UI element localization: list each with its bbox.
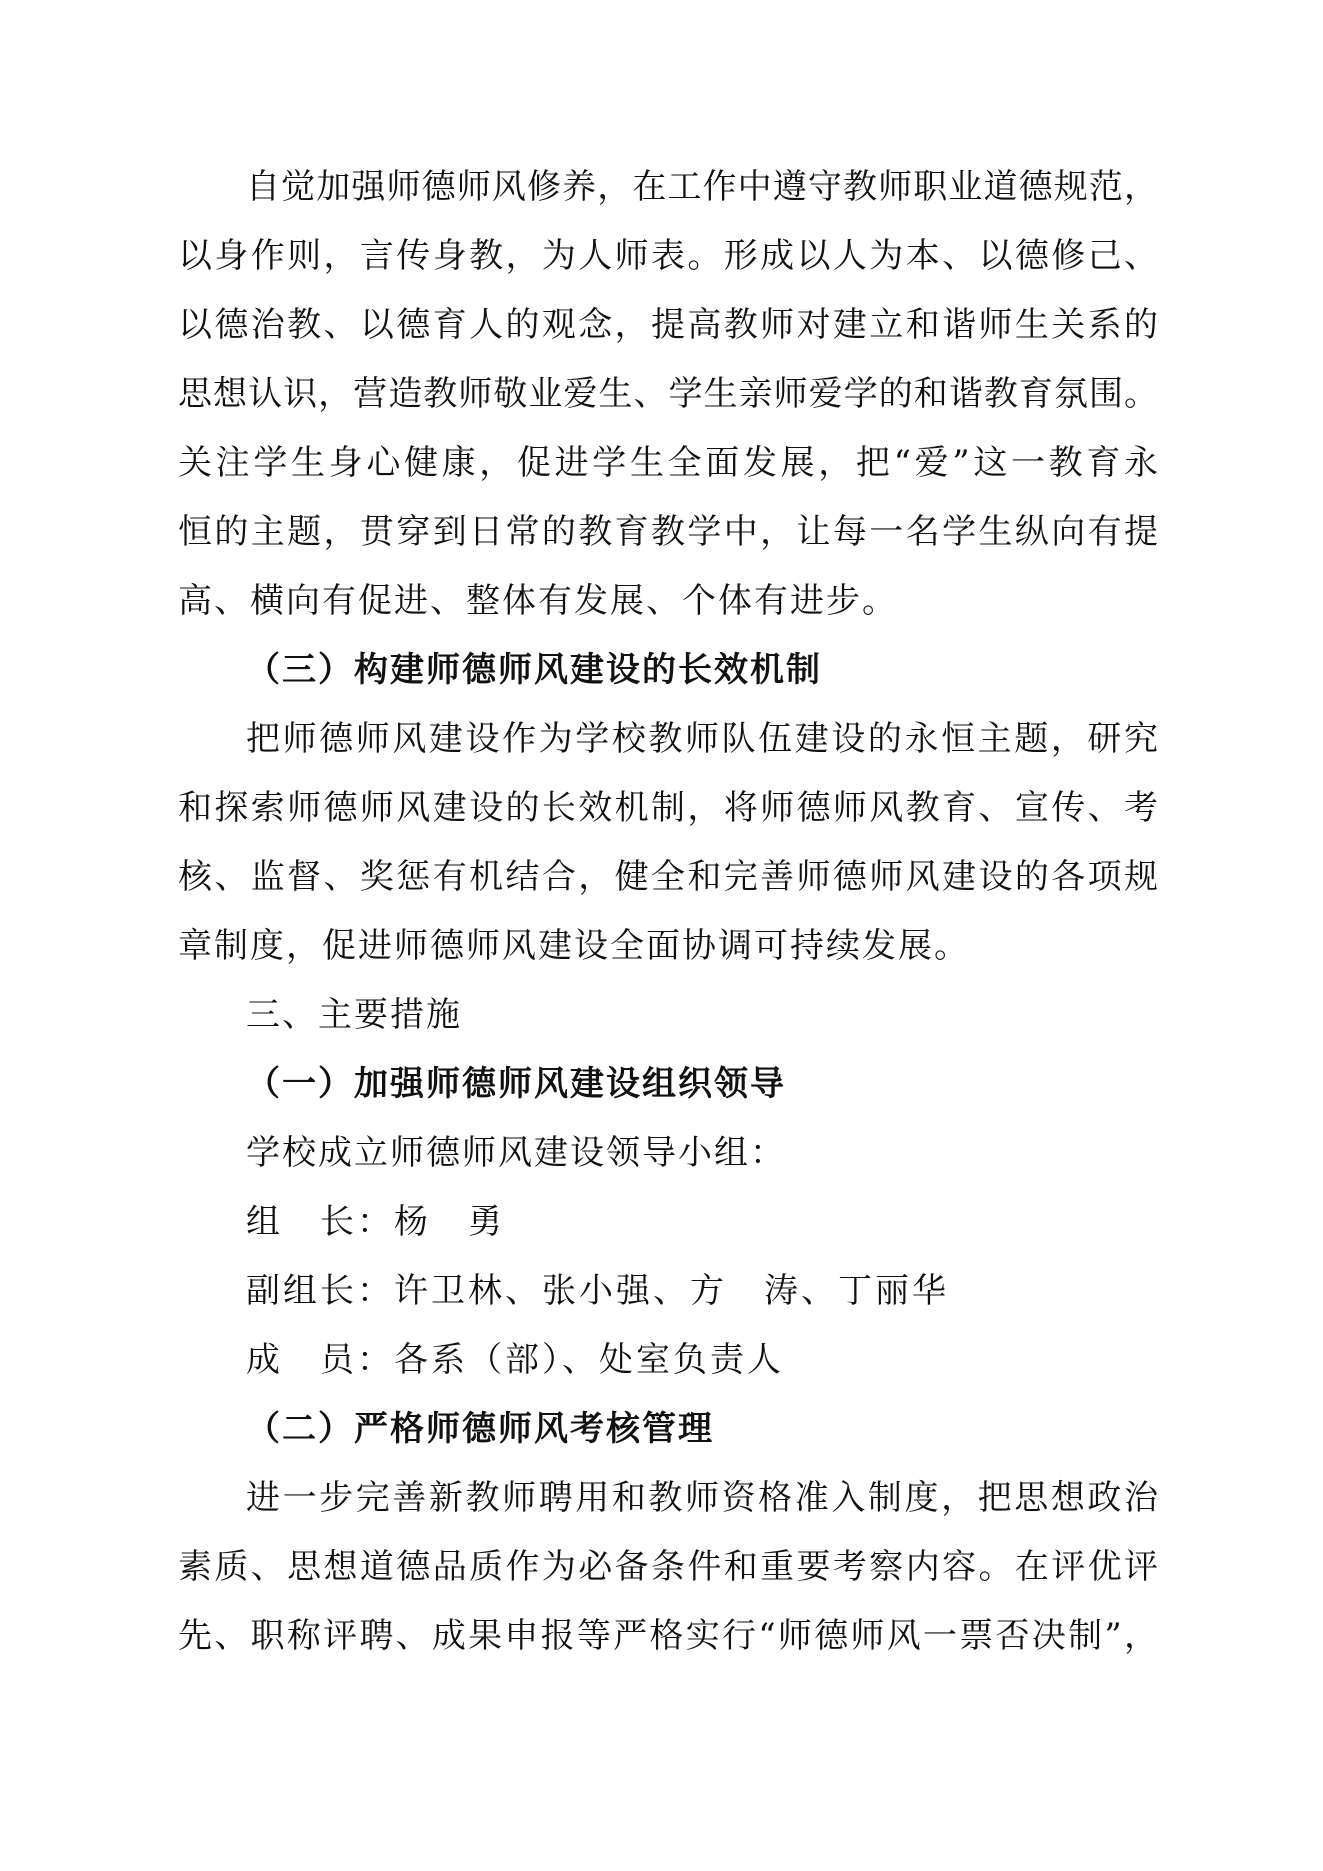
paragraph-line: 和探索师德师风建设的长效机制，将师德师风教育、宣传、考 xyxy=(178,788,1158,828)
leadership-intro: 学校成立师德师风建设领导小组： xyxy=(246,1133,786,1173)
paragraph-line: 章制度，促进师德师风建设全面协调可持续发展。 xyxy=(178,926,970,966)
paragraph-line: 思想认识，营造教师敬业爱生、学生亲师爱学的和谐教育氛围。 xyxy=(178,374,1158,414)
paragraph-line: 先、职称评聘、成果申报等严格实行“师德师风一票否决制”， xyxy=(178,1616,1158,1656)
subheading: （三）构建师德师风建设的长效机制 xyxy=(246,650,822,690)
paragraph-line: 自觉加强师德师风修养，在工作中遵守教师职业道德规范， xyxy=(246,167,1158,207)
members-line: 成 员：各系（部）、处室负责人 xyxy=(246,1340,784,1380)
paragraph-line: 以德治教、以德育人的观念，提高教师对建立和谐师生关系的 xyxy=(178,305,1158,345)
paragraph-line: 进一步完善新教师聘用和教师资格准入制度，把思想政治 xyxy=(246,1478,1158,1518)
paragraph-line: 以身作则，言传身教，为人师表。形成以人为本、以德修己、 xyxy=(178,236,1158,276)
paragraph-line: 关注学生身心健康，促进学生全面发展，把“爱”这一教育永 xyxy=(178,443,1158,483)
leader-line: 组 长：杨 勇 xyxy=(246,1202,505,1242)
paragraph-line: 恒的主题，贯穿到日常的教育教学中，让每一名学生纵向有提 xyxy=(178,512,1158,552)
paragraph-line: 高、横向有促进、整体有发展、个体有进步。 xyxy=(178,581,898,621)
subheading: （二）严格师德师风考核管理 xyxy=(246,1409,714,1449)
deputy-leader-line: 副组长：许卫林、张小强、方 涛、丁丽华 xyxy=(246,1271,949,1311)
subheading: （一）加强师德师风建设组织领导 xyxy=(246,1064,786,1104)
section-heading: 三、主要措施 xyxy=(246,995,462,1035)
paragraph-line: 把师德师风建设作为学校教师队伍建设的永恒主题，研究 xyxy=(246,719,1158,759)
paragraph-line: 素质、思想道德品质作为必备条件和重要考察内容。在评优评 xyxy=(178,1547,1158,1587)
paragraph-line: 核、监督、奖惩有机结合，健全和完善师德师风建设的各项规 xyxy=(178,857,1158,897)
